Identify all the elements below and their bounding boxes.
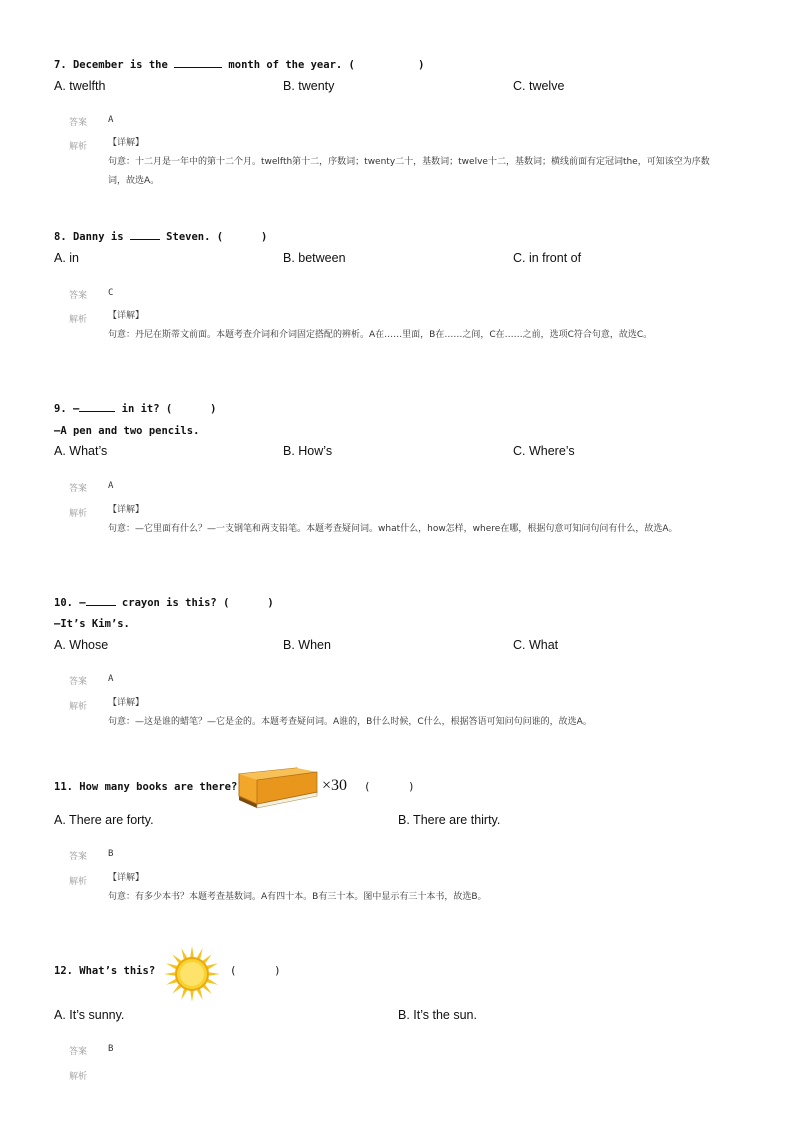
question-9-explanation (108, 501, 720, 539)
question-10-stem: 10. — crayon is this? ( ) (54, 597, 274, 609)
analysis-label: 解析 (69, 877, 88, 887)
answer-blank (130, 239, 160, 240)
question-7-answer: A (108, 115, 114, 125)
sun-ray (207, 963, 218, 969)
answer-label: 答案 (69, 677, 88, 687)
explanation-text: 句意：—这是谁的蜡笔？—它是金的。本题考查疑问词。A谁的，B什么时候，C什么，根据答语可知问句问谁的，故选A。 (108, 717, 592, 727)
detail-heading: 【详解】 (108, 138, 145, 148)
answer-label: 答案 (69, 484, 88, 494)
sun-ray (172, 954, 181, 963)
question-8-option-b[interactable]: B. between (283, 251, 346, 265)
detail-heading: 【详解】 (108, 311, 145, 321)
question-7-option-c[interactable]: C. twelve (513, 79, 565, 93)
question-8-explanation (108, 307, 720, 345)
question-10-option-a[interactable]: A. Whose (54, 638, 109, 652)
explanation-text: 句意：丹尼在斯蒂文前面。本题考查介词和介词固定搭配的辨析。A在……里面，B在……之间，C在……之前，选项C符合句意，故选C。 (108, 330, 653, 340)
book-count-label: ×30 (322, 777, 348, 794)
analysis-label: 解析 (69, 509, 88, 519)
sun-ray (203, 954, 212, 963)
answer-blank (86, 605, 116, 606)
question-8-option-a[interactable]: A. in (54, 251, 80, 265)
question-9-answer: A (108, 481, 114, 491)
question-11-option-a[interactable]: A. There are forty. (54, 813, 154, 827)
question-10-option-b[interactable]: B. When (283, 638, 331, 652)
sun-ray (207, 979, 218, 985)
answer-blank (79, 411, 115, 412)
question-11-answer: B (108, 849, 114, 859)
explanation-text: 句意：十二月是一年中的第十二个月。twelfth第十二，序数词；twenty二十，基数词；twelve十二，基数词；横线前面有定冠词the，可知该空为序数词，故选A。 (108, 157, 710, 186)
explanation-text: 句意：有多少本书？本题考查基数词。A有四十本。B有三十本。图中显示有三十本书，故选B。 (108, 892, 487, 902)
sun-ray (197, 948, 203, 959)
question-9-option-b[interactable]: B. How’s (283, 444, 333, 458)
question-7-stem: 7. December is the month of the year. ( ) (54, 59, 425, 71)
analysis-label: 解析 (69, 142, 88, 152)
sun-ray (181, 948, 187, 959)
question-12-stem: 12. What’s this? (54, 965, 156, 977)
question-12-option-b[interactable]: B. It’s the sun. (398, 1008, 477, 1022)
question-12-answer: B (108, 1044, 114, 1054)
sun-ray (190, 946, 194, 957)
question-10-response: —It’s Kim’s. (54, 618, 130, 630)
sun-ray (166, 963, 177, 969)
detail-heading: 【详解】 (108, 505, 145, 515)
question-10-explanation (108, 694, 720, 732)
question-7-option-b[interactable]: B. twenty (283, 79, 335, 93)
answer-blank (174, 67, 222, 68)
sun-icon (163, 945, 221, 1003)
answer-label: 答案 (69, 852, 88, 862)
question-11-bracket: ( ) (364, 781, 415, 793)
question-12-bracket: ( ) (230, 965, 281, 977)
question-8-option-c[interactable]: C. in front of (513, 251, 582, 265)
sun-ray (190, 991, 194, 1002)
answer-label: 答案 (69, 1047, 88, 1057)
detail-heading: 【详解】 (108, 873, 145, 883)
analysis-label: 解析 (69, 1072, 88, 1082)
question-9-option-c[interactable]: C. Where’s (513, 444, 575, 458)
answer-label: 答案 (69, 118, 88, 128)
question-11-option-b[interactable]: B. There are thirty. (398, 813, 501, 827)
explanation-text: 句意：—它里面有什么？—一支钢笔和两支铅笔。本题考查疑问词。what什么，how怎样，where在哪，根据句意可知问句问有什么，故选A。 (108, 524, 678, 534)
analysis-label: 解析 (69, 315, 88, 325)
question-9-stem: 9. — in it? ( ) (54, 403, 217, 415)
question-7-explanation (108, 134, 720, 191)
question-8-stem: 8. Danny is Steven. ( ) (54, 231, 268, 243)
sun-ray (181, 989, 187, 1000)
detail-heading: 【详解】 (108, 698, 145, 708)
question-9-option-a[interactable]: A. What’s (54, 444, 108, 458)
sun-ray (203, 985, 212, 994)
question-10-answer: A (108, 674, 114, 684)
question-7-option-a[interactable]: A. twelfth (54, 79, 106, 93)
sun-ray (172, 985, 181, 994)
answer-label: 答案 (69, 291, 88, 301)
question-11-stem: 11. How many books are there? (54, 781, 238, 793)
analysis-label: 解析 (69, 702, 88, 712)
question-12-option-a[interactable]: A. It’s sunny. (54, 1008, 125, 1022)
question-11-explanation (108, 869, 720, 907)
question-9-response: —A pen and two pencils. (54, 425, 200, 437)
sun-ray (209, 972, 220, 976)
sun-ray (197, 989, 203, 1000)
sun-ray (164, 972, 175, 976)
sun-ray (166, 979, 177, 985)
book-icon (233, 766, 323, 812)
question-10-option-c[interactable]: C. What (513, 638, 559, 652)
question-8-answer: C (108, 288, 114, 298)
